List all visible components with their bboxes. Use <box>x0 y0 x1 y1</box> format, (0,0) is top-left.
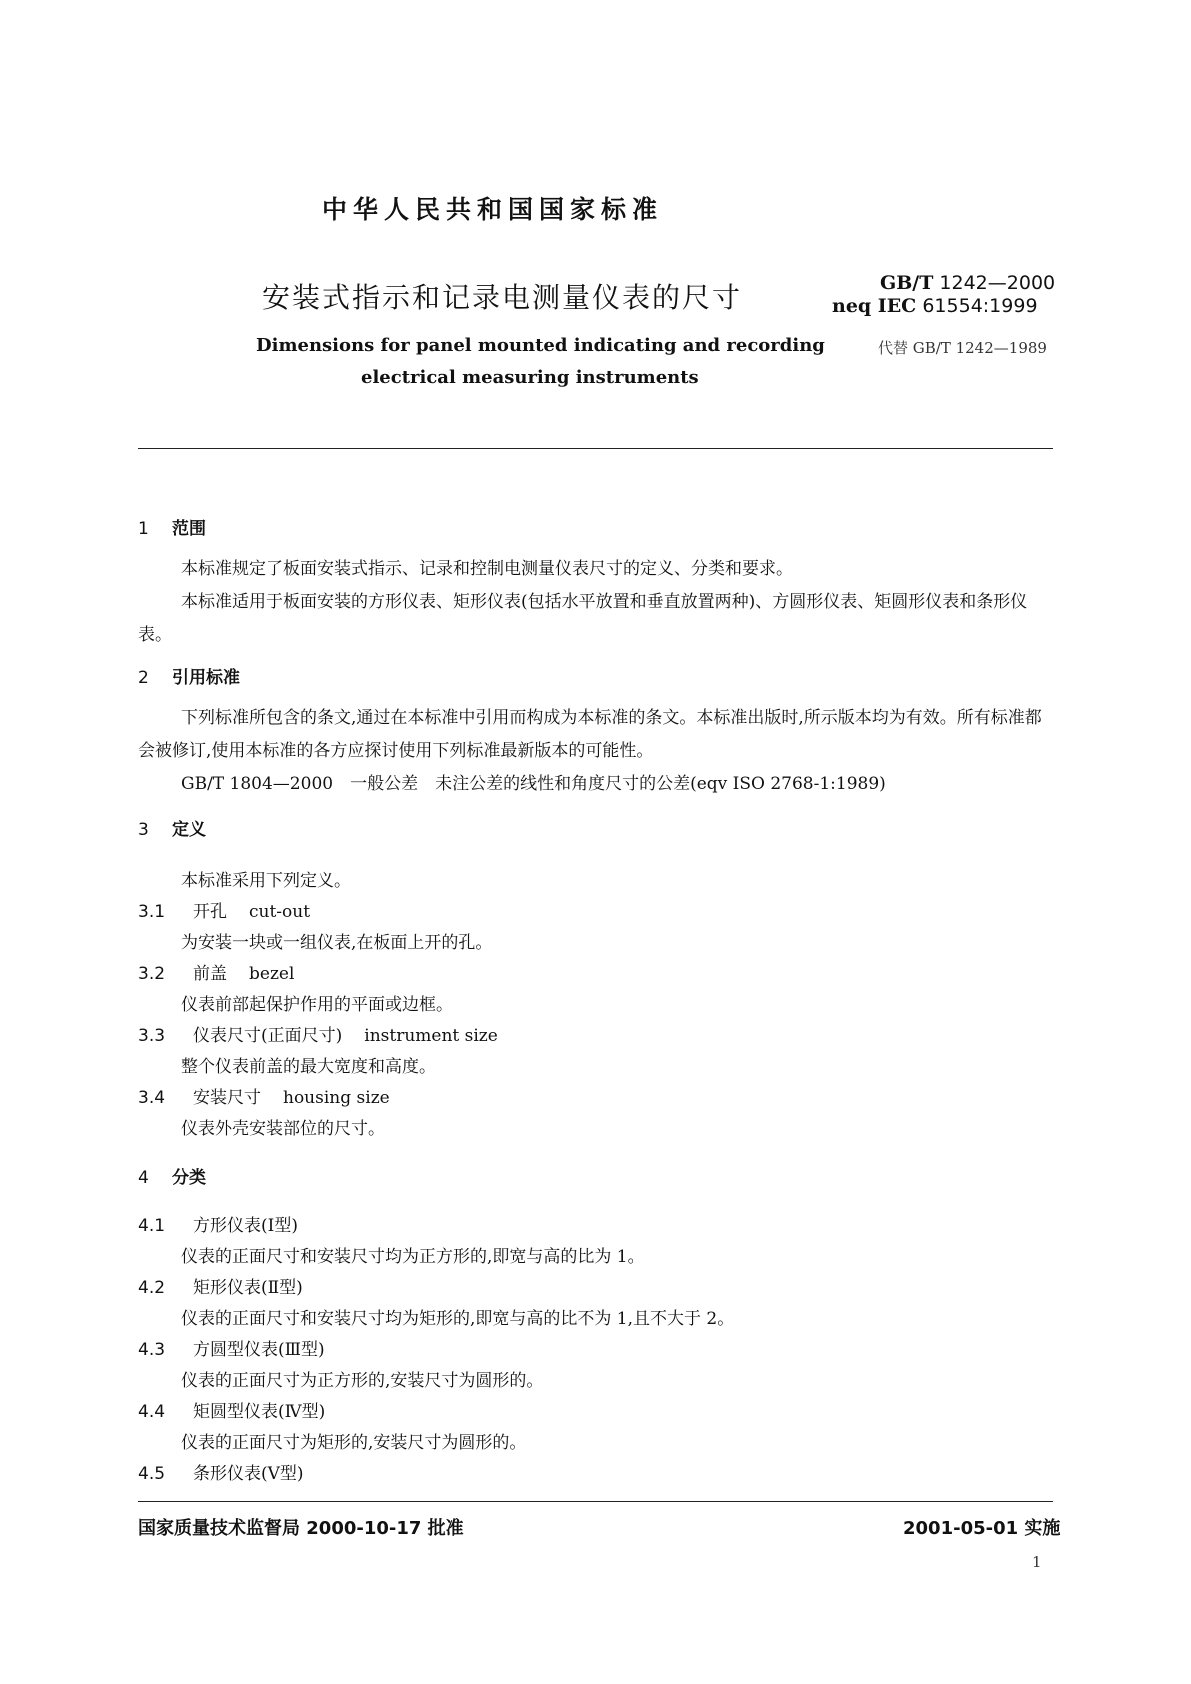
clause-term: 条形仪表(Ⅴ型) <box>193 1464 304 1484</box>
document-title-english-line1: Dimensions for panel mounted indicating and recording <box>256 335 825 356</box>
clause-number: 4.4 <box>138 1402 166 1422</box>
clause-term: 仪表尺寸(正面尺寸) <box>193 1026 343 1046</box>
classification-4-3-text: 仪表的正面尺寸为正方形的,安装尺寸为圆形的。 <box>181 1371 544 1391</box>
clause-number: 3.4 <box>138 1088 166 1108</box>
clause-number: 3.3 <box>138 1026 166 1046</box>
section-title: 分类 <box>172 1168 206 1188</box>
replaces-standard: 代替 GB/T 1242—1989 <box>878 339 1047 357</box>
definition-3-2-text: 仪表前部起保护作用的平面或边框。 <box>181 995 453 1015</box>
section-2-heading <box>138 663 240 688</box>
section-1-paragraph-2: 本标准适用于板面安装的方形仪表、矩形仪表(包括水平放置和垂直放置两种)、方圆形仪表、矩圆形仪表和条形仪表。 <box>138 592 1028 645</box>
clause-term: 方圆型仪表(Ⅲ型) <box>193 1340 325 1360</box>
classification-4-2 <box>138 1273 303 1298</box>
clause-number: 3.2 <box>138 964 166 984</box>
clause-number: 4.3 <box>138 1340 166 1360</box>
clause-term: 矩圆型仪表(Ⅳ型) <box>193 1402 326 1422</box>
clause-term-english: bezel <box>249 964 295 984</box>
section-2-paragraph-1: 下列标准所包含的条文,通过在本标准中引用而构成为本标准的条文。本标准出版时,所示版本均为有效。所有标准都会被修订,使用本标准的各方应探讨使用下列标准最新版本的可能性。 <box>138 708 1042 761</box>
section-4-heading <box>138 1163 206 1188</box>
clause-term-english: instrument size <box>364 1026 498 1046</box>
footer-divider <box>138 1501 1053 1502</box>
equivalent-standard-prefix: neq IEC <box>832 295 917 317</box>
definition-3-1-text: 为安装一块或一组仪表,在板面上开的孔。 <box>181 933 493 953</box>
classification-4-4-text: 仪表的正面尺寸为矩形的,安装尺寸为圆形的。 <box>181 1433 527 1453</box>
section-number: 3 <box>138 820 149 840</box>
clause-term-english: housing size <box>283 1088 390 1108</box>
definition-3-3-text: 整个仪表前盖的最大宽度和高度。 <box>181 1057 436 1077</box>
national-standard-title: 中华人民共和国国家标准 <box>322 195 664 224</box>
definition-3-3 <box>138 1021 498 1046</box>
definition-3-4-text: 仪表外壳安装部位的尺寸。 <box>181 1119 385 1139</box>
clause-term: 前盖 <box>193 964 227 984</box>
standard-code-number: 1242—2000 <box>939 272 1056 294</box>
section-title: 范围 <box>172 519 206 539</box>
clause-term-english: cut-out <box>249 902 311 922</box>
clause-number: 4.5 <box>138 1464 166 1484</box>
section-title: 引用标准 <box>172 668 240 688</box>
section-3-intro: 本标准采用下列定义。 <box>181 871 351 891</box>
page-number: 1 <box>1032 1553 1042 1571</box>
section-1-paragraph-1: 本标准规定了板面安装式指示、记录和控制电测量仪表尺寸的定义、分类和要求。 <box>181 559 793 579</box>
definition-3-4 <box>138 1083 390 1108</box>
header-divider <box>138 448 1053 449</box>
clause-number: 4.1 <box>138 1216 166 1236</box>
classification-4-3 <box>138 1335 325 1360</box>
clause-term: 方形仪表(Ⅰ型) <box>193 1216 298 1236</box>
classification-4-2-text: 仪表的正面尺寸和安装尺寸均为矩形的,即宽与高的比不为 1,且不大于 2。 <box>181 1309 735 1329</box>
clause-term: 开孔 <box>193 902 227 922</box>
clause-term: 安装尺寸 <box>193 1088 261 1108</box>
definition-3-1 <box>138 897 310 922</box>
document-title-chinese: 安装式指示和记录电测量仪表的尺寸 <box>262 281 743 314</box>
section-1-heading <box>138 514 206 539</box>
approval-line: 国家质量技术监督局 2000-10-17 批准 <box>138 1518 464 1539</box>
clause-number: 3.1 <box>138 902 166 922</box>
section-3-heading <box>138 815 206 840</box>
implementation-date: 2001-05-01 实施 <box>903 1518 1061 1539</box>
standard-code <box>880 272 1055 294</box>
section-number: 2 <box>138 668 149 688</box>
classification-4-4 <box>138 1397 325 1422</box>
equivalent-standard-number: 61554:1999 <box>922 295 1038 317</box>
section-title: 定义 <box>172 820 206 840</box>
section-number: 4 <box>138 1168 149 1188</box>
classification-4-5 <box>138 1459 304 1484</box>
clause-number: 4.2 <box>138 1278 166 1298</box>
classification-4-1 <box>138 1211 298 1236</box>
section-number: 1 <box>138 519 149 539</box>
section-2-reference: GB/T 1804—2000 一般公差 未注公差的线性和角度尺寸的公差(eqv ISO 2768-1:1989) <box>181 774 886 794</box>
classification-4-1-text: 仪表的正面尺寸和安装尺寸均为正方形的,即宽与高的比为 1。 <box>181 1247 645 1267</box>
equivalent-standard <box>832 295 1038 317</box>
definition-3-2 <box>138 959 294 984</box>
standard-code-prefix: GB/T <box>880 272 934 294</box>
document-title-english-line2: electrical measuring instruments <box>361 367 699 388</box>
clause-term: 矩形仪表(Ⅱ型) <box>193 1278 303 1298</box>
